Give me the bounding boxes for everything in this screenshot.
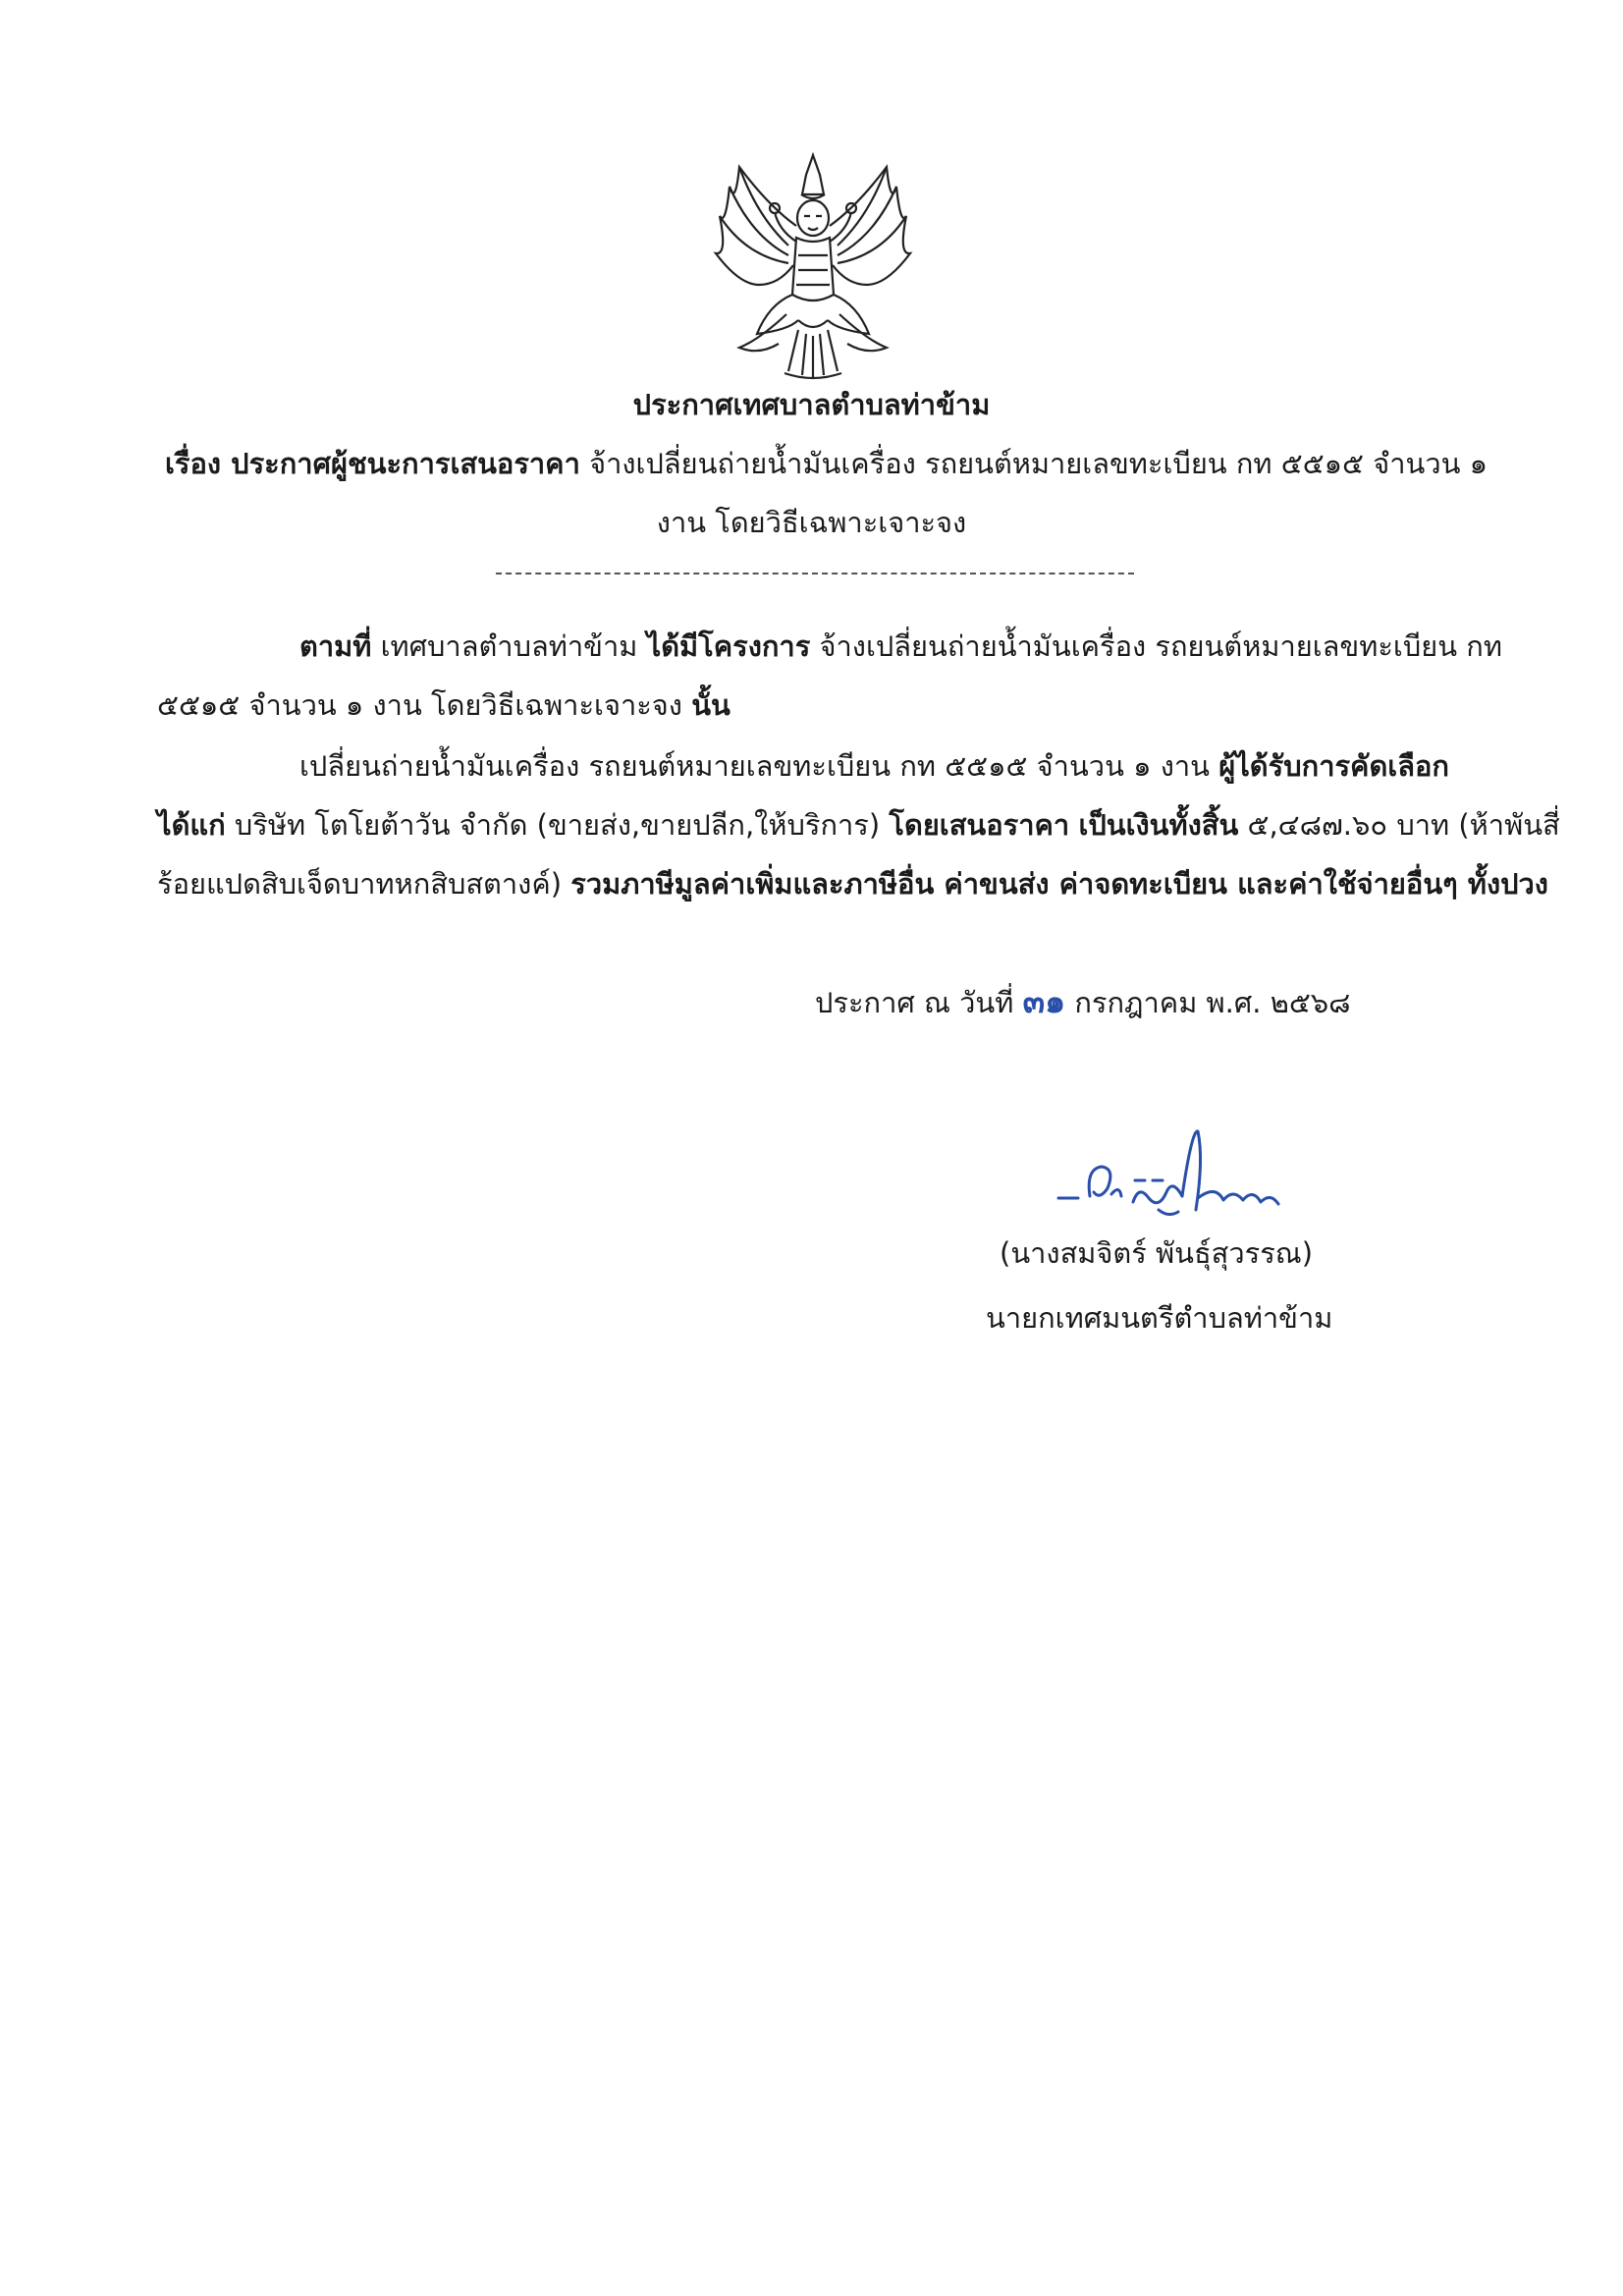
paragraph-2-line-3 xyxy=(157,864,1548,903)
announcement-title: ประกาศเทศบาลตำบลท่าข้าม xyxy=(632,388,991,421)
text-segment: เป็นเงินทั้งสิ้น xyxy=(1078,808,1239,842)
text-segment: ได้มีโครงการ xyxy=(646,629,811,663)
handwritten-signature xyxy=(1051,1120,1296,1228)
text-segment: ๕,๔๘๗.๖๐ บาท (ห้าพันสี่ xyxy=(1247,808,1560,842)
signer-name: (นางสมจิตร์ พันธุ์สุวรรณ) xyxy=(1000,1236,1314,1270)
text-segment: ตามที่ xyxy=(299,629,372,663)
date-prefix: ประกาศ ณ วันที่ xyxy=(815,986,1014,1019)
text-segment: เทศบาลตำบลท่าข้าม xyxy=(380,629,638,663)
text-segment: รวมภาษีมูลค่าเพิ่มและภาษีอื่น ค่าขนส่ง ค่าจดทะเบียน และค่าใช้จ่ายอื่นๆ ทั้งปวง xyxy=(570,867,1548,901)
paragraph-1-line-1 xyxy=(299,627,1502,666)
text-segment: เปลี่ยนถ่ายน้ำมันเครื่อง รถยนต์หมายเลขทะเบียน กท ๕๕๑๕ จำนวน ๑ งาน xyxy=(299,749,1211,783)
subject-line xyxy=(165,444,1488,483)
paragraph-2-line-1 xyxy=(299,746,1449,786)
date-month-year: กรกฎาคม พ.ศ. ๒๕๖๘ xyxy=(1074,986,1351,1019)
text-segment: ได้แก่ xyxy=(157,808,226,842)
signer-position: นายกเทศมนตรีตำบลท่าข้าม xyxy=(986,1301,1333,1335)
text-segment: ร้อยแปดสิบเจ็ดบาทหกสิบสตางค์) xyxy=(157,867,563,901)
text-segment: บริษัท โตโยต้าวัน จำกัด (ขายส่ง,ขายปลีก,ให้บริการ) xyxy=(234,808,881,842)
announcement-date xyxy=(815,982,1351,1022)
subject-line-2: งาน โดยวิธีเฉพาะเจาะจง xyxy=(656,506,967,539)
text-segment: นั้น xyxy=(691,688,730,722)
text-segment: โดยเสนอราคา xyxy=(889,808,1070,842)
subject-label: เรื่อง ประกาศผู้ชนะการเสนอราคา xyxy=(165,447,580,480)
text-segment: ผู้ได้รับการคัดเลือก xyxy=(1218,749,1449,783)
separator-dashes xyxy=(496,573,1134,574)
paragraph-1-line-2 xyxy=(157,685,730,725)
garuda-emblem-icon xyxy=(700,147,926,383)
text-segment: ๕๕๑๕ จำนวน ๑ งาน โดยวิธีเฉพาะเจาะจง xyxy=(157,688,682,722)
subject-text: จ้างเปลี่ยนถ่ายน้ำมันเครื่อง รถยนต์หมายเลขทะเบียน กท ๕๕๑๕ จำนวน ๑ xyxy=(589,447,1488,480)
text-segment: จ้างเปลี่ยนถ่ายน้ำมันเครื่อง รถยนต์หมายเลขทะเบียน กท xyxy=(819,629,1502,663)
paragraph-2-line-2 xyxy=(157,805,1560,845)
date-day-handwritten: ๓๑ xyxy=(1022,982,1066,1020)
